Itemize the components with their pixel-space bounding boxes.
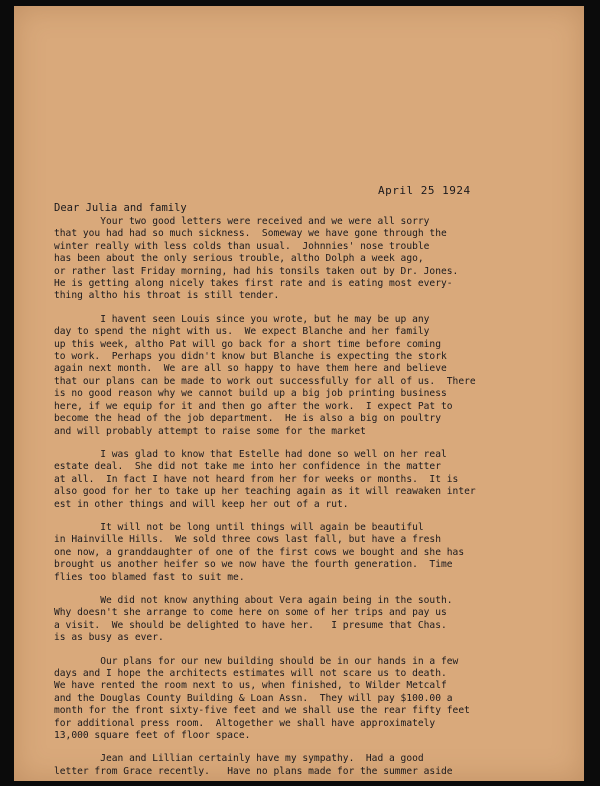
letter-line: Jean and Lillian certainly have my sympathy. Had a good [54,753,424,765]
letter-line: also good for her to take up her teaching again as it will reawaken inter [54,486,476,498]
letter-body [54,216,476,778]
letter-line: We have rented the room next to us, when finished, to Wilder Metcalf [54,680,447,692]
letter-line: Your two good letters were received and we were all sorry [54,216,430,227]
letter-line: brought us another heifer so we now have the fourth generation. Time [54,559,453,571]
letter-line: become the head of the job department. He is also a big on poultry [54,413,441,425]
letter-line: up this week, altho Pat will go back for a short time before coming [54,338,441,350]
paragraph-gap [54,438,476,449]
letter-line: month for the front sixty-five feet and we shall use the rear fifty feet [54,705,470,717]
letter-line: here, if we equip for it and then go after the work. I expect Pat to [54,400,453,412]
letter-line: estate deal. She did not take me into her confidence in the matter [54,461,441,473]
letter-line: Why doesn't she arrange to come here on some of her trips and pay us [54,607,447,619]
letter-line: and will probably attempt to raise some for the market [54,425,366,437]
paragraph-gap [54,584,476,595]
letter-line: He is getting along nicely takes first rate and is eating most every- [54,278,453,290]
paragraph-gap [54,742,476,753]
paragraph-gap [54,645,476,656]
letter-paragraph [54,314,476,438]
letter-line: one now, a granddaughter of one of the first cows we bought and she has [54,546,465,558]
letter-line: or rather last Friday morning, had his tonsils taken out by Dr. Jones. [54,265,459,277]
letter-line: is as busy as ever. [54,632,164,644]
letter-line: It will not be long until things will again be beautiful [54,521,424,533]
letter-line: Our plans for our new building should be in our hands in a few [54,655,459,667]
letter-line: letter from Grace recently. Have no plans made for the summer aside [54,765,453,777]
letter-line: 13,000 square feet of floor space. [54,730,251,742]
letter-paragraph [54,656,476,743]
letter-paragraph [54,595,476,645]
letter-line: at all. In fact I have not heard from her for weeks or months. It is [54,473,459,485]
letter-salutation: Dear Julia and family [54,202,187,214]
letter-line: I was glad to know that Estelle had done so well on her real [54,448,447,460]
letter-line: to work. Perhaps you didn't know but Blanche is expecting the stork [54,351,447,363]
letter-line: for additional press room. Altogether we shall have approximately [54,717,436,729]
letter-line: flies too blamed fast to suit me. [54,571,245,583]
letter-line: has been about the only serious trouble, altho Dolph a week ago, [54,253,424,265]
letter-line: is no good reason why we cannot build up a big job printing business [54,388,447,400]
letter-paragraph [54,216,476,303]
letter-line: again next month. We are all so happy to have them here and believe [54,363,447,375]
letter-line: and the Douglas County Building & Loan Assn. They will pay $100.00 a [54,692,453,704]
letter-line: in Hainville Hills. We sold three cows last fall, but have a fresh [54,534,441,546]
letter-line: a visit. We should be delighted to have her. I presume that Chas. [54,619,447,631]
letter-paragraph [54,753,476,778]
letter-line: We did not know anything about Vera again being in the south. [54,594,453,606]
letter-line: winter really with less colds than usual. Johnnies' nose trouble [54,240,430,252]
letter-line: that our plans can be made to work out successfully for all of us. There [54,375,476,387]
paragraph-gap [54,511,476,522]
letter-paragraph [54,449,476,511]
letter-date: April 25 1924 [378,184,471,197]
letter-line: that you had had so much sickness. Someway we have gone through the [54,228,447,240]
paragraph-gap [54,303,476,314]
letter-line: est in other things and will keep her out of a rut. [54,498,349,510]
letter-page [14,6,584,781]
letter-line: days and I hope the architects estimates will not scare us to death. [54,668,447,679]
letter-line: day to spend the night with us. We expect Blanche and her family [54,326,430,338]
letter-line: thing altho his throat is still tender. [54,290,280,302]
letter-line: I havent seen Louis since you wrote, but he may be up any [54,313,430,325]
letter-paragraph [54,522,476,584]
